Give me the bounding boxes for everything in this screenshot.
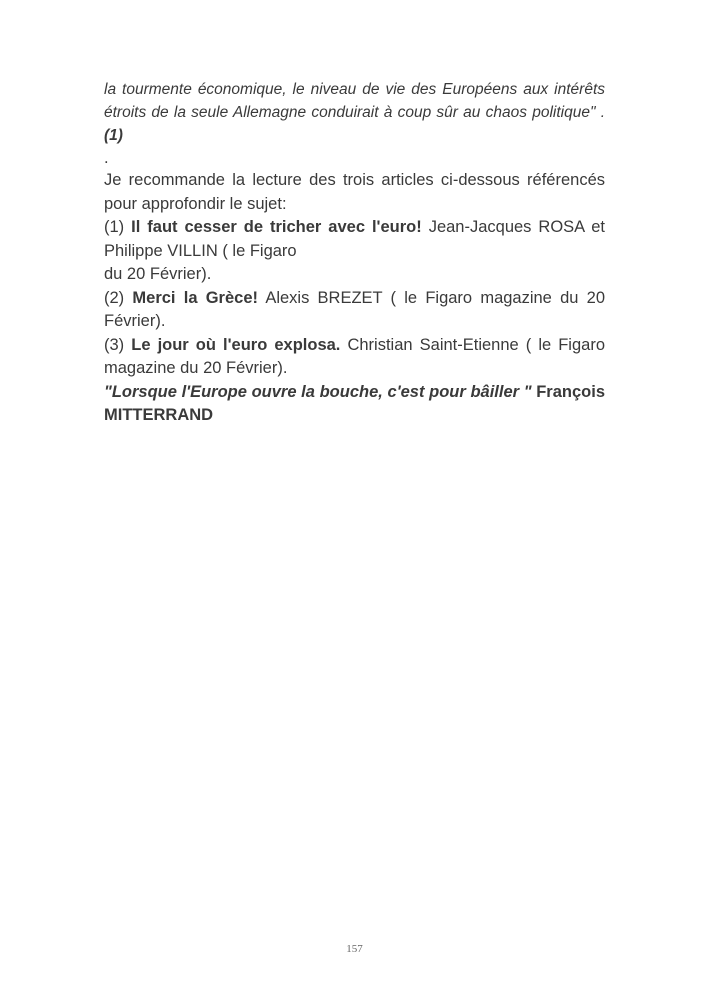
article-3-title: Le jour où l'euro explosa. bbox=[131, 335, 341, 354]
article-3-number: (3) bbox=[104, 335, 125, 354]
article-2-line-2 bbox=[104, 310, 605, 334]
closing-quote-author-last: MITTERRAND bbox=[104, 406, 214, 424]
article-3-date: magazine du 20 Février). bbox=[104, 359, 288, 377]
page-number: 157 bbox=[346, 943, 363, 955]
quote-line-1 bbox=[104, 78, 605, 101]
quote-line-2 bbox=[104, 101, 605, 147]
closing-quote-text: "Lorsque l'Europe ouvre la bouche, c'est pour bâiller " bbox=[104, 382, 532, 401]
article-2-authors: Alexis BREZET ( le Figaro magazine du 20 bbox=[265, 288, 606, 307]
intro-text-1: Je recommande la lecture des trois articles ci-dessous référencés bbox=[104, 171, 605, 189]
article-1-number: (1) bbox=[104, 218, 125, 236]
article-2-number: (2) bbox=[104, 288, 125, 307]
closing-quote-line-1 bbox=[104, 381, 605, 405]
document-page bbox=[104, 78, 605, 428]
closing-quote-author-first: François bbox=[536, 382, 605, 401]
intro-line-2 bbox=[104, 193, 605, 217]
quote-text-1: la tourmente économique, le niveau de vie des Européens aux intérêts bbox=[104, 81, 605, 98]
quote-footnote-ref: (1) bbox=[104, 127, 123, 144]
quote-period bbox=[104, 147, 605, 169]
period-text: . bbox=[104, 149, 109, 167]
intro-text-2: pour approfondir le sujet: bbox=[104, 194, 287, 213]
article-1-line-3 bbox=[104, 263, 605, 287]
article-1-authors: Jean-Jacques ROSA et bbox=[428, 218, 605, 236]
article-1-line-2 bbox=[104, 240, 605, 264]
article-2-line-1 bbox=[104, 287, 605, 311]
closing-quote-line-2 bbox=[104, 404, 605, 428]
article-1-date: du 20 Février). bbox=[104, 265, 212, 283]
article-1-source: Philippe VILLIN ( le Figaro bbox=[104, 241, 297, 260]
article-3-line-1 bbox=[104, 334, 605, 358]
article-2-date: Février). bbox=[104, 312, 166, 330]
quote-text-2: étroits de la seule Allemagne conduirait à coup sûr au chaos politique" . bbox=[104, 104, 605, 121]
article-3-line-2 bbox=[104, 357, 605, 381]
article-1-title: Il faut cesser de tricher avec l'euro! bbox=[131, 218, 422, 236]
intro-line-1 bbox=[104, 169, 605, 193]
article-1-line-1 bbox=[104, 216, 605, 240]
article-2-title: Merci la Grèce! bbox=[132, 288, 258, 307]
article-3-authors: Christian Saint-Etienne ( le Figaro bbox=[347, 335, 606, 354]
